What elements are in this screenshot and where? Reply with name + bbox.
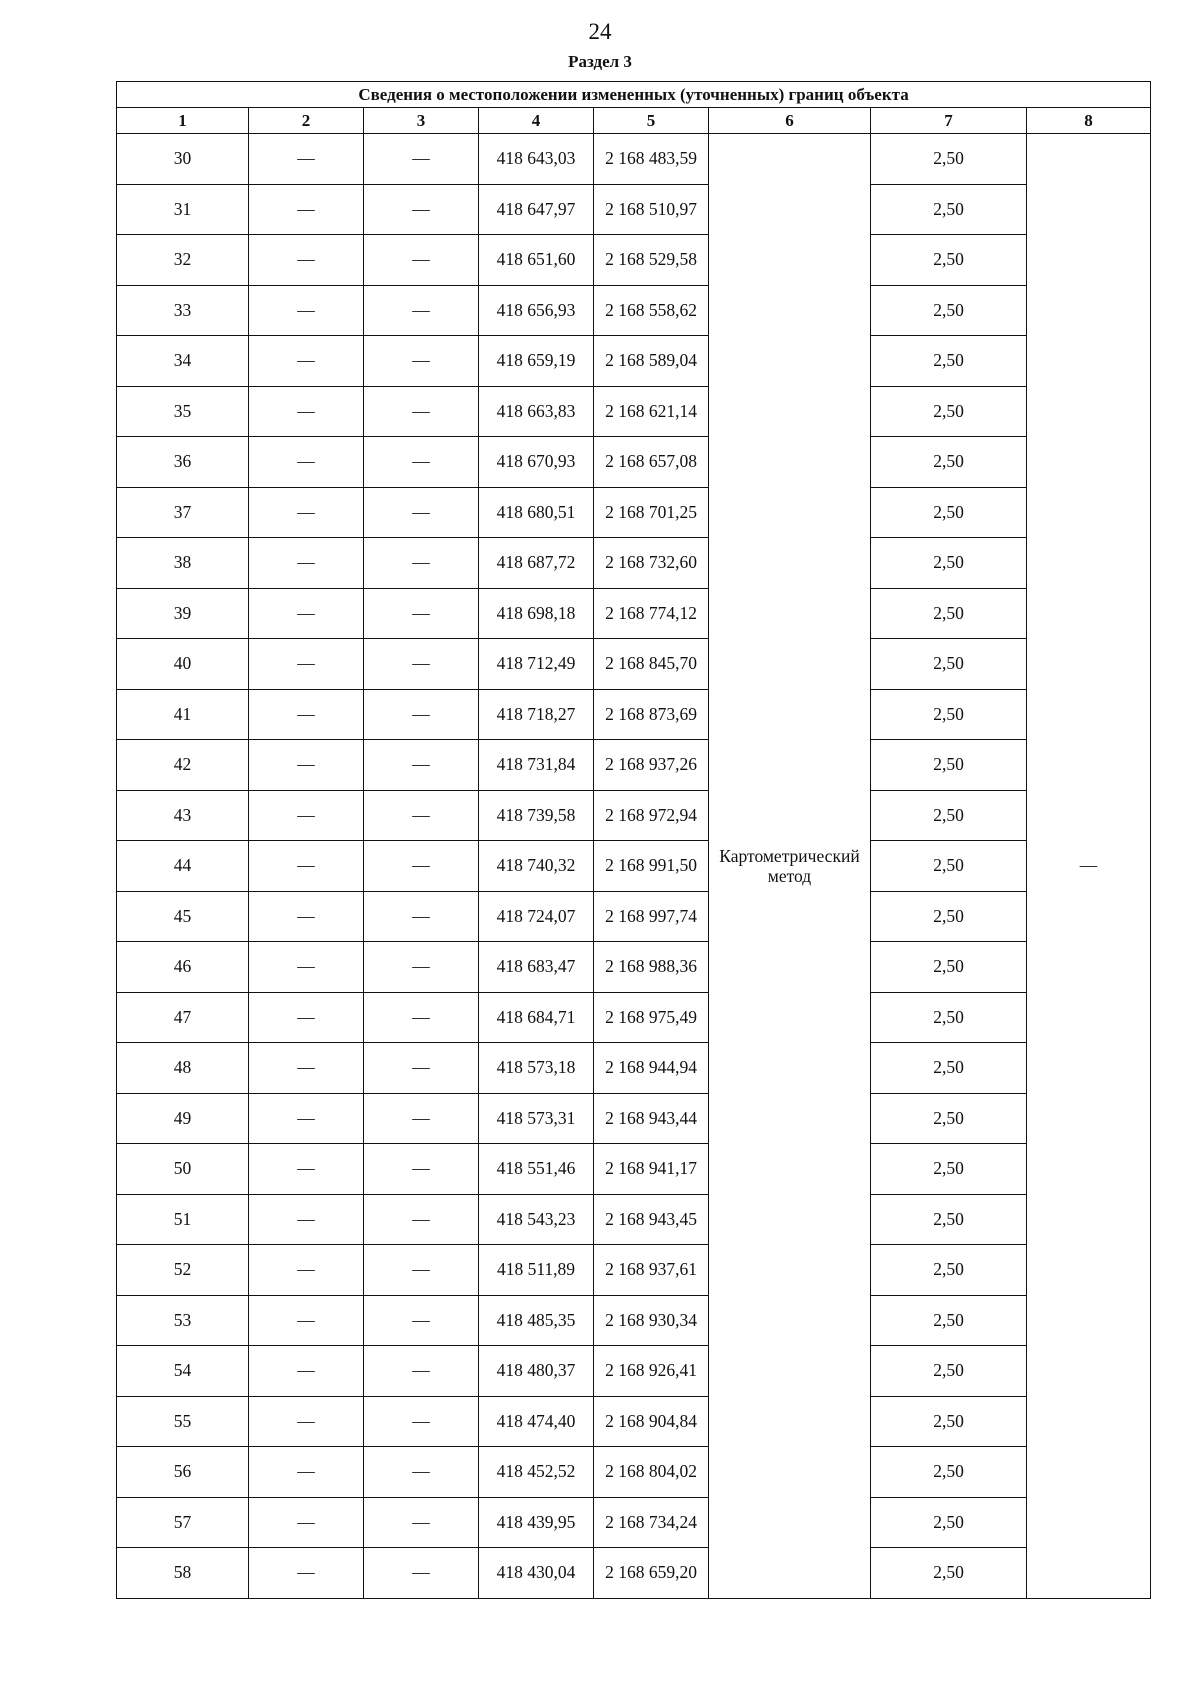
- point-number: 50: [117, 1144, 249, 1195]
- coordinate-x: 418 430,04: [479, 1548, 594, 1599]
- coordinate-x: 418 659,19: [479, 336, 594, 387]
- column-3-value: —: [364, 790, 479, 841]
- coordinate-y: 2 168 997,74: [594, 891, 709, 942]
- column-3-value: —: [364, 134, 479, 185]
- table-row: [117, 386, 1151, 437]
- method-text: Картометрический метод: [719, 845, 860, 886]
- point-number: 36: [117, 437, 249, 488]
- precision-value: 2,50: [871, 790, 1027, 841]
- table-row: [117, 538, 1151, 589]
- precision-value: 2,50: [871, 1144, 1027, 1195]
- table-row: [117, 235, 1151, 286]
- coordinate-x: 418 740,32: [479, 841, 594, 892]
- precision-value: 2,50: [871, 1396, 1027, 1447]
- precision-value: 2,50: [871, 487, 1027, 538]
- column-3-value: —: [364, 336, 479, 387]
- precision-value: 2,50: [871, 336, 1027, 387]
- column-3-value: —: [364, 1295, 479, 1346]
- column-3-value: —: [364, 285, 479, 336]
- table-row: [117, 1497, 1151, 1548]
- column-3-value: —: [364, 1194, 479, 1245]
- column-2-value: —: [249, 740, 364, 791]
- precision-value: 2,50: [871, 841, 1027, 892]
- column-3-value: —: [364, 1043, 479, 1094]
- coordinate-y: 2 168 804,02: [594, 1447, 709, 1498]
- point-number: 52: [117, 1245, 249, 1296]
- precision-value: 2,50: [871, 1043, 1027, 1094]
- coordinate-x: 418 439,95: [479, 1497, 594, 1548]
- point-number: 49: [117, 1093, 249, 1144]
- coordinate-x: 418 739,58: [479, 790, 594, 841]
- column-3-value: —: [364, 1144, 479, 1195]
- point-number: 42: [117, 740, 249, 791]
- coordinate-x: 418 698,18: [479, 588, 594, 639]
- coordinate-y: 2 168 904,84: [594, 1396, 709, 1447]
- point-number: 45: [117, 891, 249, 942]
- column-2-value: —: [249, 639, 364, 690]
- column-number-6: 6: [709, 108, 871, 134]
- coordinate-x: 418 712,49: [479, 639, 594, 690]
- coordinate-y: 2 168 734,24: [594, 1497, 709, 1548]
- column-8-value: —: [1027, 134, 1151, 1599]
- column-2-value: —: [249, 134, 364, 185]
- precision-value: 2,50: [871, 740, 1027, 791]
- coordinate-y: 2 168 943,45: [594, 1194, 709, 1245]
- section-title: Раздел 3: [568, 52, 632, 71]
- column-3-value: —: [364, 1093, 479, 1144]
- coordinate-x: 418 670,93: [479, 437, 594, 488]
- table-row: [117, 184, 1151, 235]
- column-2-value: —: [249, 790, 364, 841]
- table-row: [117, 1194, 1151, 1245]
- table-row: [117, 134, 1151, 185]
- precision-value: 2,50: [871, 1093, 1027, 1144]
- precision-value: 2,50: [871, 538, 1027, 589]
- table-row: [117, 588, 1151, 639]
- coordinate-y: 2 168 701,25: [594, 487, 709, 538]
- coordinate-y: 2 168 941,17: [594, 1144, 709, 1195]
- coordinate-x: 418 663,83: [479, 386, 594, 437]
- column-3-value: —: [364, 588, 479, 639]
- table-row: [117, 942, 1151, 993]
- column-numbers-row: [117, 108, 1151, 134]
- column-2-value: —: [249, 1093, 364, 1144]
- coordinate-x: 418 647,97: [479, 184, 594, 235]
- coordinate-x: 418 511,89: [479, 1245, 594, 1296]
- coordinate-y: 2 168 991,50: [594, 841, 709, 892]
- point-number: 58: [117, 1548, 249, 1599]
- point-number: 38: [117, 538, 249, 589]
- column-3-value: —: [364, 1548, 479, 1599]
- point-number: 40: [117, 639, 249, 690]
- coordinate-y: 2 168 937,61: [594, 1245, 709, 1296]
- table-row: [117, 285, 1151, 336]
- column-number-7: 7: [871, 108, 1027, 134]
- precision-value: 2,50: [871, 437, 1027, 488]
- coordinate-x: 418 551,46: [479, 1144, 594, 1195]
- column-2-value: —: [249, 1548, 364, 1599]
- coordinate-x: 418 683,47: [479, 942, 594, 993]
- precision-value: 2,50: [871, 1245, 1027, 1296]
- table-row: [117, 437, 1151, 488]
- table-row: [117, 790, 1151, 841]
- column-number-2: 2: [249, 108, 364, 134]
- precision-value: 2,50: [871, 235, 1027, 286]
- precision-value: 2,50: [871, 386, 1027, 437]
- column-3-value: —: [364, 841, 479, 892]
- table-row: [117, 1144, 1151, 1195]
- column-2-value: —: [249, 437, 364, 488]
- point-number: 41: [117, 689, 249, 740]
- column-2-value: —: [249, 942, 364, 993]
- coordinate-y: 2 168 589,04: [594, 336, 709, 387]
- coordinate-y: 2 168 529,58: [594, 235, 709, 286]
- column-2-value: —: [249, 386, 364, 437]
- table-row: [117, 740, 1151, 791]
- column-number-8: 8: [1027, 108, 1151, 134]
- coordinate-x: 418 643,03: [479, 134, 594, 185]
- column-2-value: —: [249, 336, 364, 387]
- column-2-value: —: [249, 184, 364, 235]
- point-number: 51: [117, 1194, 249, 1245]
- column-number-3: 3: [364, 108, 479, 134]
- column-3-value: —: [364, 942, 479, 993]
- column-3-value: —: [364, 487, 479, 538]
- point-number: 56: [117, 1447, 249, 1498]
- coordinate-y: 2 168 926,41: [594, 1346, 709, 1397]
- coordinate-y: 2 168 657,08: [594, 437, 709, 488]
- table-row: [117, 336, 1151, 387]
- point-number: 32: [117, 235, 249, 286]
- table-row: [117, 1295, 1151, 1346]
- column-2-value: —: [249, 1497, 364, 1548]
- point-number: 54: [117, 1346, 249, 1397]
- table-row: [117, 992, 1151, 1043]
- table-row: [117, 1043, 1151, 1094]
- column-2-value: —: [249, 588, 364, 639]
- column-2-value: —: [249, 538, 364, 589]
- coordinate-x: 418 573,31: [479, 1093, 594, 1144]
- table-row: [117, 1093, 1151, 1144]
- coordinate-x: 418 543,23: [479, 1194, 594, 1245]
- point-number: 33: [117, 285, 249, 336]
- precision-value: 2,50: [871, 942, 1027, 993]
- table-row: [117, 1396, 1151, 1447]
- coordinate-x: 418 687,72: [479, 538, 594, 589]
- column-number-4: 4: [479, 108, 594, 134]
- coordinate-y: 2 168 873,69: [594, 689, 709, 740]
- column-2-value: —: [249, 992, 364, 1043]
- column-number-1: 1: [117, 108, 249, 134]
- coordinate-y: 2 168 732,60: [594, 538, 709, 589]
- coordinate-x: 418 680,51: [479, 487, 594, 538]
- coordinate-y: 2 168 845,70: [594, 639, 709, 690]
- column-2-value: —: [249, 841, 364, 892]
- precision-value: 2,50: [871, 689, 1027, 740]
- column-3-value: —: [364, 437, 479, 488]
- table-row: [117, 1447, 1151, 1498]
- coordinate-x: 418 718,27: [479, 689, 594, 740]
- column-2-value: —: [249, 1447, 364, 1498]
- precision-value: 2,50: [871, 639, 1027, 690]
- coordinate-y: 2 168 943,44: [594, 1093, 709, 1144]
- column-3-value: —: [364, 235, 479, 286]
- table-row: [117, 1245, 1151, 1296]
- column-3-value: —: [364, 1346, 479, 1397]
- column-3-value: —: [364, 184, 479, 235]
- coordinate-x: 418 684,71: [479, 992, 594, 1043]
- coordinate-y: 2 168 975,49: [594, 992, 709, 1043]
- column-2-value: —: [249, 1396, 364, 1447]
- coordinate-y: 2 168 558,62: [594, 285, 709, 336]
- coordinate-y: 2 168 659,20: [594, 1548, 709, 1599]
- coordinate-y: 2 168 510,97: [594, 184, 709, 235]
- precision-value: 2,50: [871, 285, 1027, 336]
- coordinate-y: 2 168 930,34: [594, 1295, 709, 1346]
- column-2-value: —: [249, 689, 364, 740]
- coordinate-x: 418 452,52: [479, 1447, 594, 1498]
- coordinate-x: 418 651,60: [479, 235, 594, 286]
- coordinate-x: 418 485,35: [479, 1295, 594, 1346]
- coordinate-x: 418 480,37: [479, 1346, 594, 1397]
- coordinate-x: 418 474,40: [479, 1396, 594, 1447]
- table-row: [117, 639, 1151, 690]
- column-3-value: —: [364, 538, 479, 589]
- point-number: 47: [117, 992, 249, 1043]
- method-cell: [709, 134, 871, 1599]
- point-number: 48: [117, 1043, 249, 1094]
- point-number: 30: [117, 134, 249, 185]
- boundary-coordinates-table: [116, 81, 1151, 1599]
- coordinate-x: 418 656,93: [479, 285, 594, 336]
- precision-value: 2,50: [871, 134, 1027, 185]
- column-2-value: —: [249, 1245, 364, 1296]
- table-title: Сведения о местоположении измененных (уточненных) границ объекта: [117, 82, 1151, 108]
- point-number: 55: [117, 1396, 249, 1447]
- column-2-value: —: [249, 235, 364, 286]
- column-3-value: —: [364, 386, 479, 437]
- precision-value: 2,50: [871, 184, 1027, 235]
- column-2-value: —: [249, 1043, 364, 1094]
- column-2-value: —: [249, 487, 364, 538]
- column-3-value: —: [364, 1447, 479, 1498]
- table-row: [117, 487, 1151, 538]
- point-number: 44: [117, 841, 249, 892]
- column-3-value: —: [364, 689, 479, 740]
- point-number: 57: [117, 1497, 249, 1548]
- precision-value: 2,50: [871, 1497, 1027, 1548]
- coordinate-y: 2 168 774,12: [594, 588, 709, 639]
- column-3-value: —: [364, 992, 479, 1043]
- point-number: 34: [117, 336, 249, 387]
- coordinate-x: 418 724,07: [479, 891, 594, 942]
- point-number: 46: [117, 942, 249, 993]
- point-number: 37: [117, 487, 249, 538]
- table-row: [117, 689, 1151, 740]
- column-number-5: 5: [594, 108, 709, 134]
- precision-value: 2,50: [871, 1194, 1027, 1245]
- table-row: [117, 1548, 1151, 1599]
- coordinate-y: 2 168 483,59: [594, 134, 709, 185]
- precision-value: 2,50: [871, 588, 1027, 639]
- precision-value: 2,50: [871, 1295, 1027, 1346]
- precision-value: 2,50: [871, 1548, 1027, 1599]
- column-2-value: —: [249, 285, 364, 336]
- table-row: [117, 891, 1151, 942]
- precision-value: 2,50: [871, 1346, 1027, 1397]
- point-number: 35: [117, 386, 249, 437]
- column-3-value: —: [364, 1497, 479, 1548]
- column-3-value: —: [364, 740, 479, 791]
- point-number: 43: [117, 790, 249, 841]
- table-body: [117, 134, 1151, 1599]
- column-3-value: —: [364, 1396, 479, 1447]
- precision-value: 2,50: [871, 992, 1027, 1043]
- coordinate-y: 2 168 988,36: [594, 942, 709, 993]
- precision-value: 2,50: [871, 1447, 1027, 1498]
- column-2-value: —: [249, 1295, 364, 1346]
- table-row: [117, 1346, 1151, 1397]
- point-number: 39: [117, 588, 249, 639]
- column-3-value: —: [364, 1245, 479, 1296]
- coordinate-y: 2 168 621,14: [594, 386, 709, 437]
- coordinate-x: 418 573,18: [479, 1043, 594, 1094]
- table-row: [117, 841, 1151, 892]
- point-number: 53: [117, 1295, 249, 1346]
- coordinate-x: 418 731,84: [479, 740, 594, 791]
- page-number: 24: [588, 19, 612, 44]
- point-number: 31: [117, 184, 249, 235]
- column-2-value: —: [249, 1194, 364, 1245]
- precision-value: 2,50: [871, 891, 1027, 942]
- coordinate-y: 2 168 937,26: [594, 740, 709, 791]
- coordinate-y: 2 168 944,94: [594, 1043, 709, 1094]
- column-2-value: —: [249, 1346, 364, 1397]
- coordinate-y: 2 168 972,94: [594, 790, 709, 841]
- column-2-value: —: [249, 1144, 364, 1195]
- column-3-value: —: [364, 639, 479, 690]
- column-2-value: —: [249, 891, 364, 942]
- column-3-value: —: [364, 891, 479, 942]
